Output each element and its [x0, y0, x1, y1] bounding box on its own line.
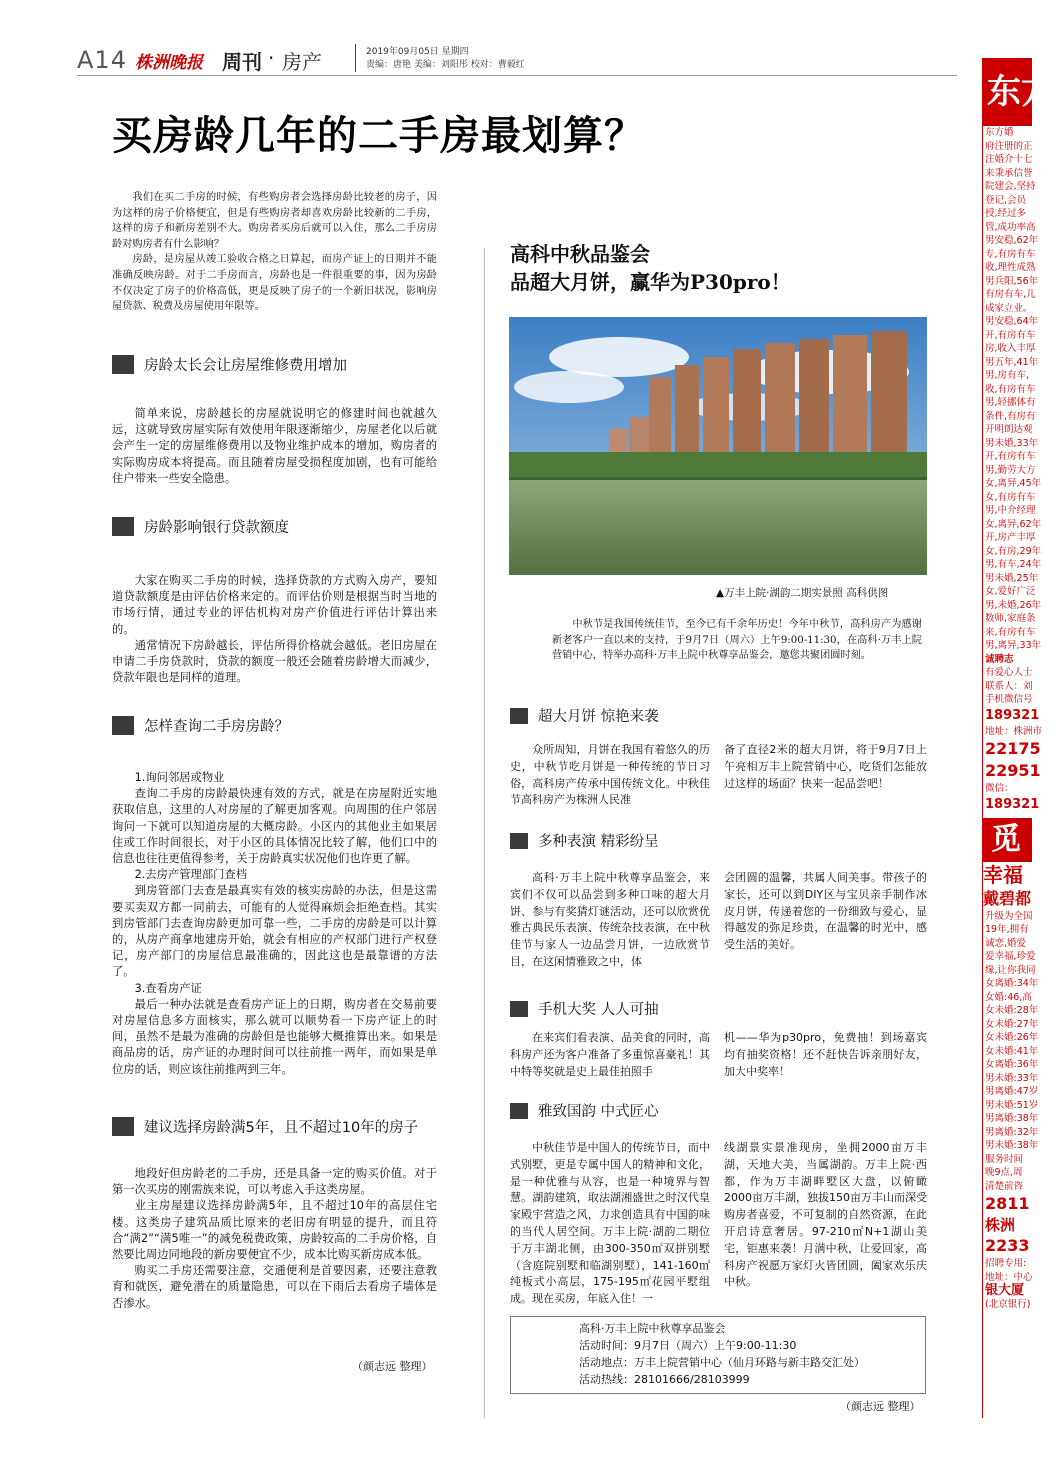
right-section-1-body-left — [510, 742, 710, 809]
sidebar-line: 女离婚:34年 — [985, 978, 1039, 989]
left-section-4-para-2: 业主房屋建议选择房龄满5年，且不超过10年的高层住宅楼。这类房子建筑品质比原来的老旧房有明显的提升，而且符合“满2”“满5唯一”的减免税费政策，房龄较高的二手房价格，自然要比周边同地段的新房要便宜不少，成本比购买新房成本低。 — [112, 1199, 437, 1262]
sidebar-line: 女婚:46,高 — [985, 991, 1032, 1003]
sidebar-contact-2: 手机微信号 — [985, 694, 1033, 705]
left-section-2-title: 房龄影响银行贷款额度 — [144, 520, 289, 536]
sidebar-hours-2: 晚9点,周 — [985, 1167, 1023, 1178]
left-article-credit: （颜志远 整理） — [352, 1360, 433, 1373]
sidebar-line: 男离婚:38年 — [985, 1113, 1039, 1124]
right-section-3-text-left: 在来宾们看表演、品美食的同时，高科房产还为客户准备了多重惊喜豪礼！其中特等奖就是史上最佳拍照手 — [510, 1031, 710, 1078]
estate-photo-illustration — [509, 317, 927, 575]
sidebar-phone: 2811 — [985, 1194, 1030, 1213]
left-section-2-para-1: 大家在购买二手房的时候，选择贷款的方式购入房产，要知道贷款额度是由评估价格来定的。而评估价则是根据当时当地的市场行情，通过专业的评估机构对房产价值进行评估计算出来的。 — [112, 574, 437, 636]
sidebar-contact: 联系人：刘 — [985, 680, 1033, 692]
sidebar-line: 19年,拥有 — [985, 924, 1029, 935]
sidebar-line: 升级为全国 — [985, 910, 1033, 922]
page-number: A14 — [77, 46, 127, 74]
sidebar-line: 爱幸福,珍爱 — [985, 951, 1036, 962]
left-section-3-para-3: 2.去房产管理部门查档 — [134, 868, 248, 882]
sidebar-slogan: 幸福 — [983, 862, 1023, 887]
sidebar-line: 女,爱好广泛 — [985, 586, 1036, 597]
left-section-2-body — [112, 573, 437, 686]
newspaper-logo: 株洲晚报 — [135, 53, 203, 73]
sidebar-line: 男未婚:51岁 — [985, 1099, 1039, 1111]
sidebar-hours-3: 清楚前咨 — [985, 1180, 1024, 1192]
sidebar-line: 男五年,41年 — [985, 356, 1039, 368]
sidebar-line: 男未婚:38年 — [985, 1140, 1039, 1151]
sidebar-line: 女,有房有车 — [985, 491, 1036, 503]
section-sub: 房产 — [282, 50, 322, 74]
sidebar-line: 男,未婚,26年 — [985, 599, 1042, 611]
sidebar — [982, 58, 1055, 1418]
section-main: 周刊 — [222, 50, 262, 74]
sidebar-line: 男,轻挪体有 — [985, 397, 1036, 408]
right-article-credit: （颜志远 整理） — [840, 1400, 921, 1413]
sidebar-recruit: 招聘专用: — [985, 1258, 1027, 1269]
sidebar-line: 东方婚 — [985, 127, 1014, 138]
left-section-3-para-1: 1.询问邻居或物业 — [134, 771, 225, 784]
right-section-3-title: 手机大奖 人人可抽 — [538, 1002, 659, 1018]
right-section-1-title: 超大月饼 惊艳来袭 — [538, 709, 659, 725]
left-section-2-para-2: 通常情况下房龄越长，评估所得价格就会越低。老旧房屋在申请二手房贷款时，贷款的额度一般还会随着房龄增大而减少，贷款年限也是同样的道理。 — [112, 638, 437, 685]
right-section-4-text-right: 线湖景实景准现房，坐拥2000亩万丰湖，天地大美，当属湖韵。万丰上院·西都，作为万丰湖畔墅区大盘，以俯瞰2000亩万丰湖，独拔150亩万丰山而深受购房者喜爱，不可复制的自然资源，在此开启诗意奢居。97-210㎡N+1湖山美宅，钜惠来袭！月满中秋，让爱回家，高科房产祝愿万家灯火皆团圆，阖家欢乐庆中秋。 — [724, 1141, 927, 1289]
right-section-2-title: 多种表演 精彩纷呈 — [538, 834, 659, 850]
sidebar-tagline: 诚聘志 — [985, 653, 1014, 665]
right-intro-para: 中秋节是我国传统佳节，至今已有千余年历史！今年中秋节，高科房产为感谢新老客户一直以来的支持，于9月7日（周六）上午9:00-11:30，在高科·万丰上院营销中心，特举办高科·万丰上院中秋尊享品鉴会，邀您共聚团圆时刻。 — [552, 619, 922, 662]
sidebar-line: 开,有房有车 — [985, 329, 1036, 341]
sidebar-line: 男未婚,25年 — [985, 572, 1039, 584]
sidebar-line: 男,离异,33年 — [985, 640, 1042, 651]
sidebar-title-2: 觅 — [983, 818, 1032, 862]
left-intro-para-1: 我们在买二手房的时候，有些购房者会选择房龄比较老的房子，因为这样的房子价格便宜，但是有些购房者却喜欢房龄比较新的二手房，这样的房子和新房差别不大。购房者买房后就可以入住，那么二手房房龄对购房者有什么影响？ — [112, 192, 437, 250]
sidebar-phone: 189321 — [985, 707, 1040, 723]
section-marker — [510, 1001, 528, 1017]
right-section-4-heading — [510, 1100, 659, 1121]
left-section-1-title: 房龄太长会让房屋维修费用增加 — [144, 358, 347, 374]
left-section-3-para-5: 3.查看房产证 — [134, 981, 202, 995]
sidebar-city: 株洲 — [985, 1216, 1016, 1234]
sidebar-line: 男安稳,62年 — [985, 235, 1039, 246]
right-section-1-text-right: 备了直径2米的超大月饼，将于9月7日上午亮相万丰上院营销中心，吃货们怎能放过这样的场面？快来一起品尝吧！ — [724, 743, 927, 790]
sidebar-line: 收,有房有车 — [985, 383, 1036, 395]
left-section-4-heading — [112, 1116, 418, 1137]
sidebar-phone: 2233 — [985, 1236, 1030, 1255]
right-section-3-heading — [510, 998, 659, 1019]
right-section-2-body-right — [724, 870, 927, 954]
sidebar-line: 有房有车,儿 — [985, 289, 1036, 300]
staff-line: 责编：唐艳 美编：刘阳彤 校对：曹毅红 — [366, 60, 525, 70]
sidebar-line: 女,离异,45年 — [985, 478, 1042, 489]
sidebar-phone: 22175 — [985, 739, 1041, 758]
left-section-3-heading — [112, 715, 289, 736]
left-intro-para-2: 房龄，是房屋从竣工验收合格之日算起，而房产证上的日期并不能准确反映房龄。对于二手房而言，房龄也是一件很重要的事，因为房龄不仅决定了房子的价格高低，更是反映了房子的一个新旧状况，影响房屋贷款、税费及房屋使用年限等。 — [112, 254, 437, 313]
column-divider — [484, 248, 485, 1418]
right-section-1-text-left: 众所周知，月饼在我国有着悠久的历史，中秋节吃月饼是一种传统的节日习俗，高科房产传承中国传统文化。中秋佳节高科房产为株洲人民准 — [510, 743, 710, 807]
left-section-3-para-4: 到房管部门去查是最真实有效的核实房龄的办法，但是这需要买卖双方都一同前去，可能有的人觉得麻烦会拒绝查档。其实到房管部门去查询房龄更加可靠一些，二手房的房龄是可以计算的，从房产商拿地建房开始，就会有相应的产权部门进行产权登记，房产部门的房屋信息最准确的，因此这也是最靠谱的方法了。 — [112, 884, 437, 979]
sidebar-line: 女未婚:27年 — [985, 1018, 1039, 1030]
headline: 买房龄几年的二手房最划算？ — [112, 113, 645, 159]
right-section-4-body-left — [510, 1140, 710, 1308]
event-name: 高科·万丰上院中秋尊享品鉴会 — [579, 1322, 726, 1335]
sidebar-line: 女离婚:36年 — [985, 1059, 1039, 1070]
header-rule — [77, 75, 957, 76]
sidebar-line: 男,勤劳大方 — [985, 464, 1036, 476]
left-intro — [112, 190, 437, 315]
sidebar-line: 开明朗达观 — [985, 424, 1033, 435]
sidebar-line: 来秉承信誉 — [985, 167, 1033, 179]
photo-caption: ▲万丰上院·湖韵二期实景照 高科供图 — [716, 587, 889, 599]
sidebar-slogan-2: 戴碧都 — [983, 888, 1032, 908]
sidebar-line: 管,成功率高 — [985, 221, 1036, 233]
right-section-2-body-left — [510, 870, 710, 971]
sidebar-line: 收,理性成熟 — [985, 262, 1036, 273]
sidebar-line: 开,房产丰厚 — [985, 532, 1036, 543]
sidebar-line: 注婚介十七 — [985, 154, 1033, 165]
sidebar-line: 男,中介经理 — [985, 505, 1036, 516]
right-section-4-body-right — [724, 1140, 927, 1291]
sidebar-address: 地址：株洲市 — [985, 725, 1043, 737]
event-info-box — [510, 1316, 926, 1394]
sidebar-bank: 银大厦 — [985, 1283, 1025, 1298]
header-separator — [355, 44, 356, 72]
section-marker — [112, 355, 134, 374]
left-section-3-para-2: 查询二手房的房龄最快速有效的方式，就是在房屋附近实地获取信息，这里的人对房屋的了解更加客观。向周围的住户邻居询问一下就可以知道房屋的大概房龄。小区内的其他业主如果居住或工作时间很长，对于小区的具体情况比较了解，他们口中的信息也往往更值得参考，关于房龄真实状况他们也许更了解。 — [112, 787, 437, 866]
right-section-2-heading — [510, 830, 659, 851]
sidebar-line: 授,经过多 — [985, 208, 1027, 219]
sidebar-line: 成家立业。 — [985, 302, 1033, 314]
left-section-3-title: 怎样查询二手房房龄？ — [144, 719, 289, 735]
sidebar-line: 诚恋,婚爱 — [985, 937, 1027, 949]
sidebar-line: 男离婚:32年 — [985, 1126, 1039, 1138]
sidebar-line: 数师,家庭条 — [985, 613, 1036, 624]
sidebar-line: 男,有车,24年 — [985, 559, 1042, 570]
left-section-1-para-1: 简单来说，房龄越长的房屋就说明它的修建时间也就越久远，这就导致房屋实际有效使用年限逐渐缩少，房屋老化以后就会产生一定的房屋维修费用以及物业维护成本的增加，购房者的实际购房成本将提高。而且随着房屋受损程度加剧，也有可能给住户带来一些安全隐患。 — [112, 407, 437, 485]
left-section-3-body — [112, 770, 437, 1078]
section-dot: · — [268, 46, 275, 70]
section-marker — [112, 1117, 134, 1136]
sidebar-line: 女未婚:26年 — [985, 1032, 1039, 1043]
left-section-1-body — [112, 406, 437, 487]
sidebar-phone: 22951 — [985, 761, 1041, 780]
section-marker — [510, 708, 528, 724]
sidebar-line: 女,离异,62年 — [985, 518, 1042, 530]
sidebar-line: 院建会,坚持 — [985, 181, 1036, 192]
sidebar-line: 来,有房有车 — [985, 626, 1036, 638]
section-marker — [112, 517, 134, 536]
sidebar-line: 男未婚:33年 — [985, 1072, 1039, 1084]
sidebar-line: 男兵阳,56年 — [985, 275, 1039, 287]
issue-date: 2019年09月05日 星期四 — [366, 47, 469, 57]
sidebar-tagline-2: 有爱心人士 — [985, 667, 1033, 678]
sidebar-list — [983, 126, 1043, 814]
sidebar-line: 男未婚,33年 — [985, 437, 1039, 449]
left-section-3-para-6: 最后一种办法就是查看房产证上的日期，购房者在交易前要对房屋信息多方面核实，那么就可以顺势看一下房产证上的时间，虽然不是最为准确的房龄但是也能够大概推算出来。如果是商品房的话，房产证的办理时间可以往前推一两年，而如果是单位房的话，则应该往前推两到三年。 — [112, 997, 437, 1076]
event-location: 活动地点：万丰上院营销中心（仙月环路与新丰路交汇处） — [579, 1356, 865, 1369]
left-section-4-para-3: 购买二手房还需要注意，交通便利是首要因素，还要注意教育和就医，避免潜在的质量隐患，可以在下雨后去看房子墙体是否渗水。 — [112, 1264, 437, 1310]
left-section-1-heading — [112, 354, 347, 375]
left-section-4-para-1: 地段好但房龄老的二手房，还是具备一定的购买价值。对于第一次买房的刚需族来说，可以考虑入手这类房屋。 — [112, 1167, 437, 1197]
right-section-3-body-left — [510, 1030, 710, 1080]
right-section-2-text-right: 会团圆的温馨，共属人间美事。带孩子的家长，还可以到DIY区与宝贝亲手制作冰皮月饼，传递着您的一份细致与爱心，显得越发的弥足珍贵，在温馨的时光中，感受生活的美好。 — [724, 871, 927, 952]
event-hotline: 活动热线：28101666/28103999 — [579, 1373, 750, 1386]
sidebar-line: 女未婚:28年 — [985, 1005, 1039, 1016]
left-section-2-heading — [112, 516, 289, 537]
right-title-line-1: 高科中秋品鉴会 — [510, 242, 650, 266]
right-section-3-text-right: 机——华为p30pro，免费抽！到场嘉宾均有抽奖资格！还不赶快告诉亲朋好友，加大中奖率！ — [724, 1031, 927, 1078]
sidebar-line: 缘,让你我同 — [985, 964, 1036, 976]
left-section-4-title: 建议选择房龄满5年，且不超过10年的房子 — [144, 1120, 419, 1136]
section-marker — [510, 1103, 528, 1119]
right-section-3-body-right — [724, 1030, 927, 1080]
sidebar-line: 男,房有车, — [985, 370, 1030, 381]
sidebar-line: 专,有房有车 — [985, 248, 1036, 260]
right-section-1-heading — [510, 705, 659, 726]
sidebar-line: 女未婚:41年 — [985, 1045, 1039, 1057]
event-time: 活动时间：9月7日（周六）上午9:00-11:30 — [579, 1339, 797, 1352]
sidebar-phone: 189321 — [985, 796, 1040, 812]
sidebar-list-2 — [983, 910, 1039, 1312]
section-marker — [112, 716, 134, 735]
sidebar-line: 府注册的正 — [985, 140, 1033, 152]
right-section-4-title: 雅致国韵 中式匠心 — [538, 1104, 659, 1120]
sidebar-title: 东方 — [983, 58, 1032, 126]
sidebar-address-2: 地址：中心 — [985, 1271, 1033, 1283]
sidebar-hours: 服务时间 — [985, 1153, 1024, 1165]
sidebar-line: 开,有房有车 — [985, 451, 1036, 462]
sidebar-wechat: 微信： — [985, 783, 1014, 794]
left-section-4-body — [112, 1166, 437, 1312]
section-marker — [510, 833, 528, 849]
sidebar-line: 条件,有房有 — [985, 410, 1036, 422]
estate-photo — [509, 317, 927, 575]
right-section-2-text-left: 高科·万丰上院中秋尊享品鉴会，来宾们不仅可以品尝到多种口味的超大月饼、参与有奖猜灯谜活动，还可以欣赏优雅古典民乐表演、传统杂技表演，在中秋佳节与家人一边品尝月饼，一边欣赏节目，在这闲情雅致之中，体 — [510, 871, 710, 968]
sidebar-bank-2: (北京银行) — [985, 1298, 1031, 1310]
sidebar-line: 登记,会员 — [985, 194, 1027, 206]
right-section-4-text-left: 中秋佳节是中国人的传统节日，而中式别墅，更是专属中国人的精神和文化，是一种优雅与从容，也是一种境界与智慧。湖韵建筑，取法湖湘盛世之时汉代皇家殿宇营造之风，力求创造具有中国韵味的当代人居空间。万丰上院·湖韵二期位于万丰湖北侧，由300-350㎡双拼别墅（含庭院别墅和临湖别墅），141-160㎡纯板式小高层，175-195㎡花园平墅组成。现在买房，年底入住！一 — [510, 1141, 710, 1306]
sidebar-line: 男安稳,64年 — [985, 316, 1039, 327]
right-intro — [552, 617, 922, 664]
right-section-1-body-right — [724, 742, 927, 792]
right-title-line-2: 品超大月饼，赢华为P30pro！ — [510, 270, 791, 294]
sidebar-line: 男离婚:47岁 — [985, 1086, 1039, 1097]
sidebar-line: 女,有房,29年 — [985, 545, 1042, 557]
header — [0, 38, 960, 78]
sidebar-line: 房,收入丰厚 — [985, 343, 1036, 354]
